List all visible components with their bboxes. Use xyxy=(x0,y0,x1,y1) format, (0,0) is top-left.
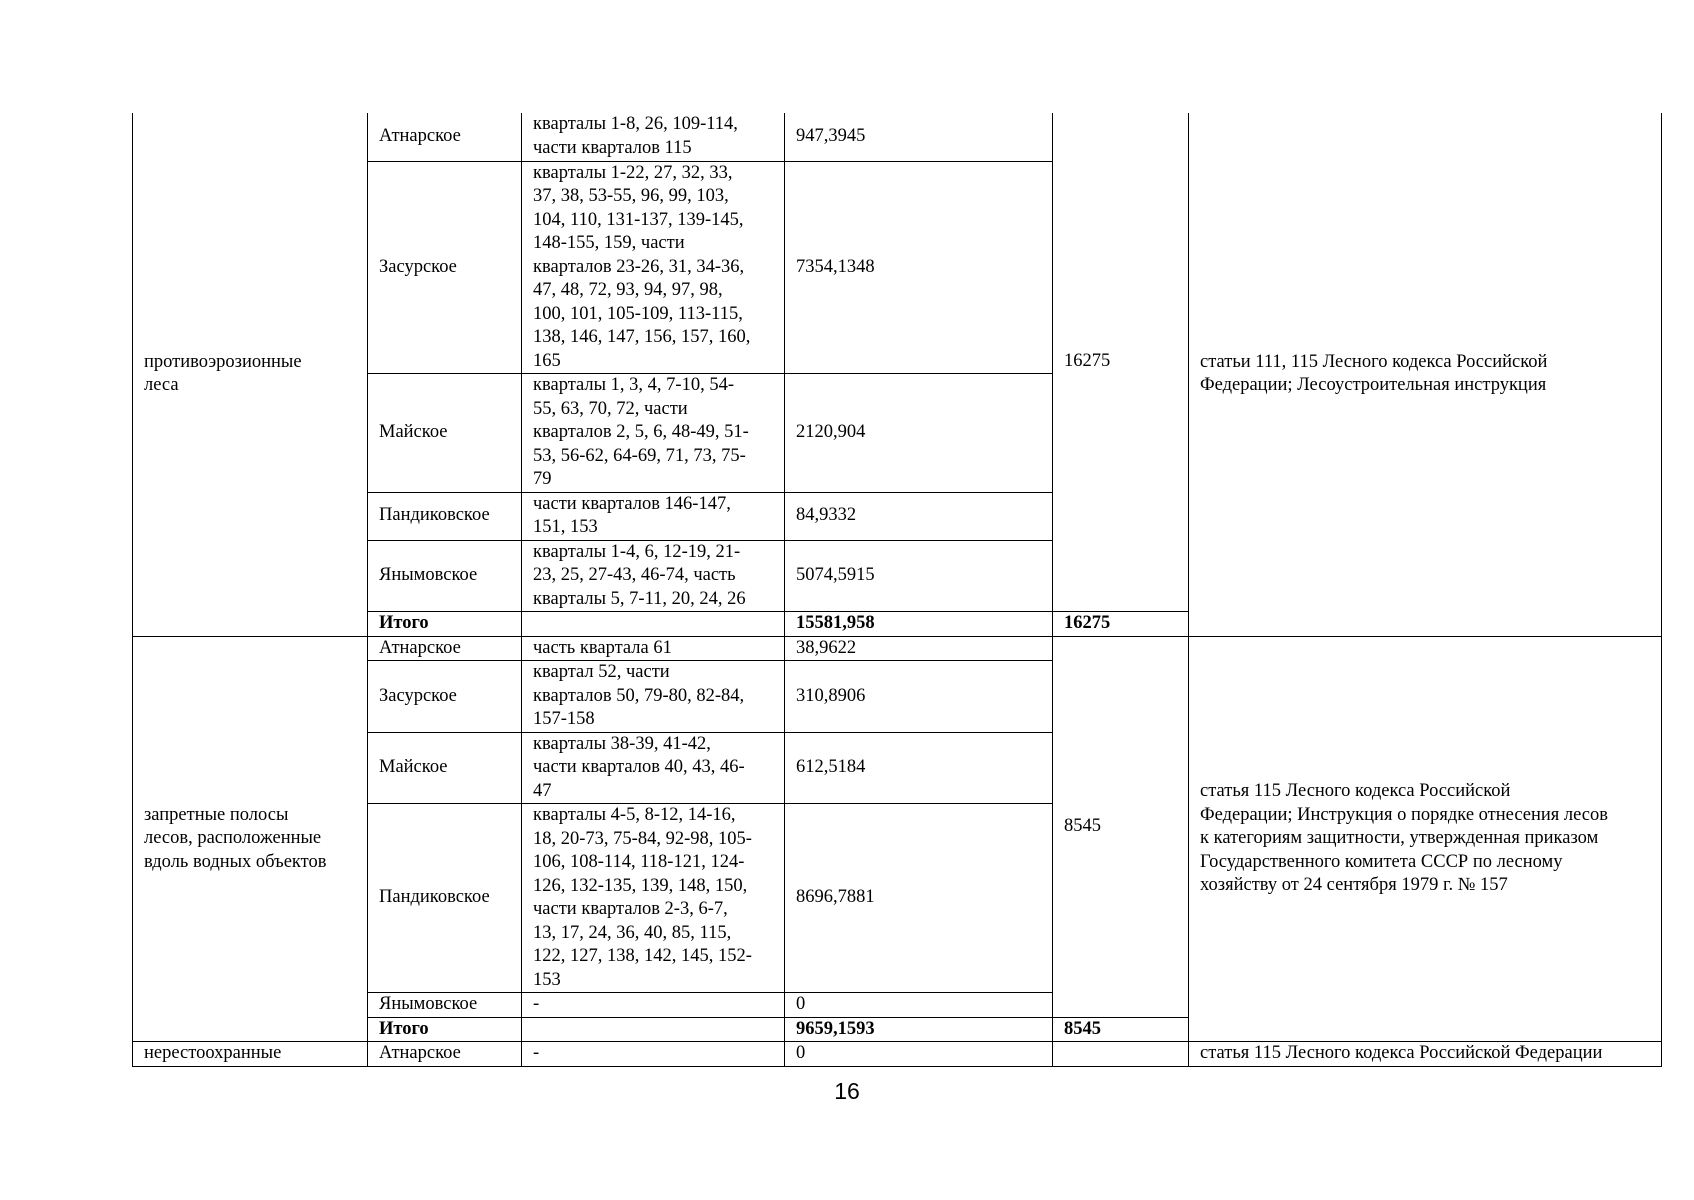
total-label: Итого xyxy=(368,1017,522,1042)
empty-cell xyxy=(522,612,785,637)
protective-forests-table xyxy=(132,113,1662,1067)
total-area-cell: 8545 xyxy=(1053,636,1189,1017)
forestry-cell: Майское xyxy=(368,732,522,804)
area-cell: 0 xyxy=(785,993,1053,1018)
quarters-cell: кварталы 1-4, 6, 12-19, 21- 23, 25, 27-43, 46-74, часть кварталы 5, 7-11, 20, 24, 26 xyxy=(522,540,785,612)
total-label: Итого xyxy=(368,612,522,637)
area-cell: 84,9332 xyxy=(785,492,1053,540)
forestry-cell: Атнарское xyxy=(368,636,522,661)
quarters-cell: - xyxy=(522,993,785,1018)
area-cell: 612,5184 xyxy=(785,732,1053,804)
quarters-cell: квартал 52, части кварталов 50, 79-80, 82-84, 157-158 xyxy=(522,661,785,733)
category-cell: противоэрозионные леса xyxy=(133,113,368,636)
legal-basis-cell: статьи 111, 115 Лесного кодекса Российской Федерации; Лесоустроительная инструкция xyxy=(1189,113,1662,636)
category-cell: нерестоохранные xyxy=(133,1042,368,1067)
forestry-cell: Атнарское xyxy=(368,113,522,161)
quarters-cell: части кварталов 146-147, 151, 153 xyxy=(522,492,785,540)
forestry-cell: Майское xyxy=(368,374,522,493)
forestry-cell: Засурское xyxy=(368,161,522,374)
quarters-cell: кварталы 1-8, 26, 109-114, части кварталов 115 xyxy=(522,113,785,161)
quarters-cell: кварталы 1-22, 27, 32, 33, 37, 38, 53-55, 96, 99, 103, 104, 110, 131-137, 139-145, 148-155, 159, части кварталов 23-26, 31, 34-36, 47, 48, 72, 93, 94, 97, 98, 100, 101, 105-109, 113-115, 138, 146, 147, 156, 157, 160, 165 xyxy=(522,161,785,374)
quarters-cell: часть квартала 61 xyxy=(522,636,785,661)
legal-basis-cell: статья 115 Лесного кодекса Российской Федерации; Инструкция о порядке отнесения лесов к категориям защитности, утвержденная приказом Государственного комитета СССР по лесному хозяйству от 24 сентября 1979 г. № 157 xyxy=(1189,636,1662,1042)
category-cell: запретные полосы лесов, расположенные вдоль водных объектов xyxy=(133,636,368,1042)
total-area-sum: 8545 xyxy=(1053,1017,1189,1042)
total-area-sum: 16275 xyxy=(1053,612,1189,637)
area-cell: 2120,904 xyxy=(785,374,1053,493)
area-cell: 8696,7881 xyxy=(785,804,1053,993)
quarters-cell: кварталы 38-39, 41-42, части кварталов 40, 43, 46- 47 xyxy=(522,732,785,804)
forestry-cell: Пандиковское xyxy=(368,804,522,993)
area-cell: 0 xyxy=(785,1042,1053,1067)
table-row xyxy=(133,636,1662,661)
forestry-cell: Янымовское xyxy=(368,993,522,1018)
page-number: 16 xyxy=(834,1078,860,1104)
total-area-value: 9659,1593 xyxy=(785,1017,1053,1042)
empty-cell xyxy=(1053,1042,1189,1067)
quarters-cell: - xyxy=(522,1042,785,1067)
area-cell: 38,9622 xyxy=(785,636,1053,661)
quarters-cell: кварталы 1, 3, 4, 7-10, 54- 55, 63, 70, 72, части кварталов 2, 5, 6, 48-49, 51- 53, 56-62, 64-69, 71, 73, 75- 79 xyxy=(522,374,785,493)
forestry-cell: Засурское xyxy=(368,661,522,733)
total-area-cell: 16275 xyxy=(1053,113,1189,612)
forestry-cell: Атнарское xyxy=(368,1042,522,1067)
forestry-cell: Пандиковское xyxy=(368,492,522,540)
quarters-cell: кварталы 4-5, 8-12, 14-16, 18, 20-73, 75-84, 92-98, 105- 106, 108-114, 118-121, 124- 126, 132-135, 139, 148, 150, части кварталов 2-3, 6-7, 13, 17, 24, 36, 40, 85, 115, 122, 127, 138, 142, 145, 152- 153 xyxy=(522,804,785,993)
area-cell: 310,8906 xyxy=(785,661,1053,733)
area-cell: 947,3945 xyxy=(785,113,1053,161)
total-area-value: 15581,958 xyxy=(785,612,1053,637)
empty-cell xyxy=(522,1017,785,1042)
area-cell: 7354,1348 xyxy=(785,161,1053,374)
legal-basis-cell: статья 115 Лесного кодекса Российской Федерации xyxy=(1189,1042,1662,1067)
forestry-cell: Янымовское xyxy=(368,540,522,612)
area-cell: 5074,5915 xyxy=(785,540,1053,612)
table-row xyxy=(133,1042,1662,1067)
table-row xyxy=(133,113,1662,161)
